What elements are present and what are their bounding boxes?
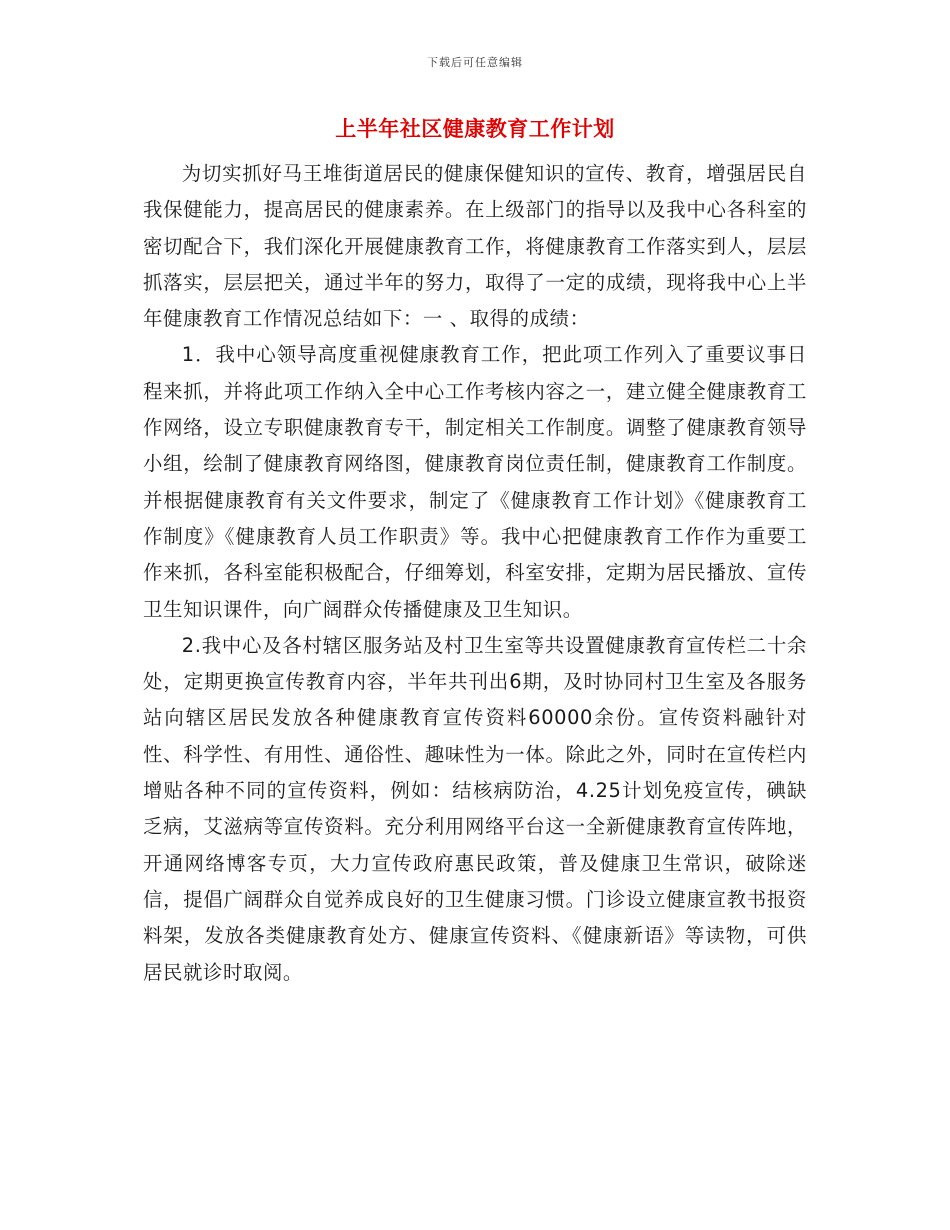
- document-title: 上半年社区健康教育工作计划: [335, 117, 615, 141]
- header-note: 下载后可任意编辑: [427, 56, 523, 69]
- paragraph-intro: 为切实抓好马王堆街道居民的健康保健知识的宣传、教育，增强居民自我保健能力，提高居民的健康素养。在上级部门的指导以及我中心各科室的密切配合下，我们深化开展健康教育工作，将健康教育工作落实到人，层层抓落实，层层把关，通过半年的努力，取得了一定的成绩，现将我中心上半年健康教育工作情况总结如下：一 、取得的成绩：: [143, 162, 807, 331]
- paragraph-item-2: 2.我中心及各村辖区服务站及村卫生室等共设置健康教育宣传栏二十余处，定期更换宣传教育内容，半年共刊出6期，及时协同村卫生室及各服务站向辖区居民发放各种健康教育宣传资料60000余份。宣传资料融针对性、科学性、有用性、通俗性、趣味性为一体。除此之外，同时在宣传栏内增贴各种不同的宣传资料，例如：结核病防治，4.25计划免疫宣传，碘缺乏病，艾滋病等宣传资料。充分利用网络平台这一全新健康教育宣传阵地，开通网络博客专页，大力宣传政府惠民政策，普及健康卫生常识，破除迷信，提倡广阔群众自觉养成良好的卫生健康习惯。门诊设立健康宣教书报资料架，发放各类健康教育处方、健康宣传资料、《健康新语》等读物，可供居民就诊时取阅。: [143, 633, 807, 984]
- document-body: [143, 156, 807, 991]
- paragraph-item-1: 1．我中心领导高度重视健康教育工作，把此项工作列入了重要议事日程来抓，并将此项工作纳入全中心工作考核内容之一，建立健全健康教育工作网络，设立专职健康教育专干，制定相关工作制度。调整了健康教育领导小组，绘制了健康教育网络图，健康教育岗位责任制，健康教育工作制度。并根据健康教育有关文件要求，制定了《健康教育工作计划》《健康教育工作制度》《健康教育人员工作职责》等。我中心把健康教育工作作为重要工作来抓，各科室能积极配合，仔细筹划，科室安排，定期为居民播放、宣传卫生知识课件，向广阔群众传播健康及卫生知识。: [143, 343, 807, 621]
